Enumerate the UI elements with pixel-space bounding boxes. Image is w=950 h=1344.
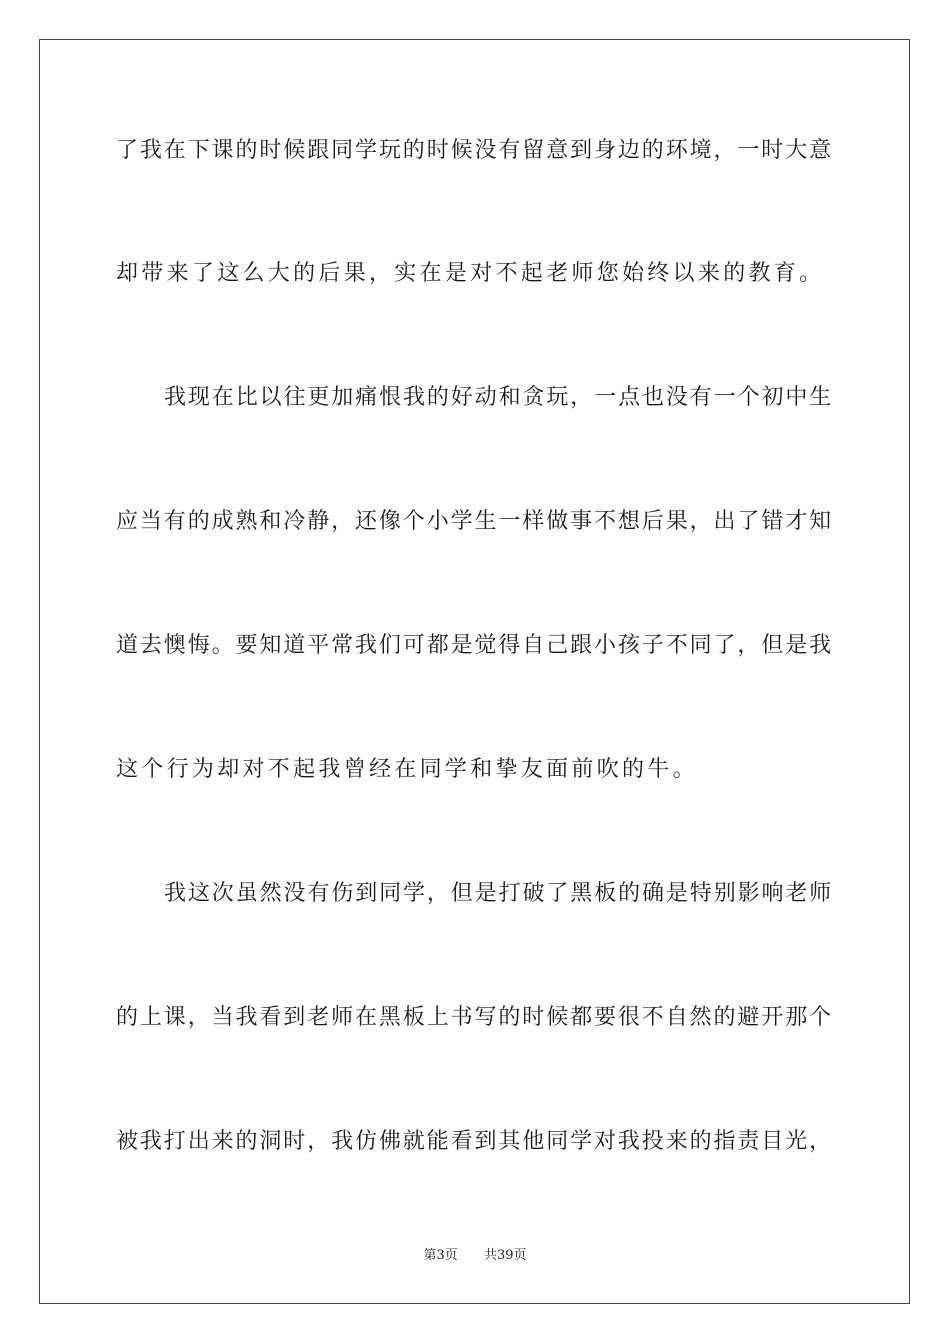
page-footer	[0, 1248, 950, 1264]
text-line-7: 我这次虽然没有伤到同学，但是打破了黑板的确是特别影响老师	[164, 881, 834, 906]
text-line-9: 被我打出来的洞时，我仿佛就能看到其他同学对我投来的指责目光，	[116, 1129, 834, 1154]
text-line-2: 却带来了这么大的后果，实在是对不起老师您始终以来的教育。	[116, 261, 825, 286]
text-line-6: 这个行为却对不起我曾经在同学和挚友面前吹的牛。	[116, 757, 698, 782]
page-total: 共39页	[484, 1248, 527, 1263]
text-line-5: 道去懊悔。要知道平常我们可都是觉得自己跟小孩子不同了，但是我	[116, 633, 834, 658]
text-line-4: 应当有的成熟和冷静，还像个小学生一样做事不想后果，出了错才知	[116, 509, 834, 534]
text-line-8: 的上课，当我看到老师在黑板上书写的时候都要很不自然的避开那个	[116, 1005, 834, 1030]
text-line-1: 了我在下课的时候跟同学玩的时候没有留意到身边的环境，一时大意	[116, 138, 834, 163]
page-border	[39, 39, 910, 1304]
page-number: 第3页	[423, 1248, 458, 1263]
text-line-3: 我现在比以往更加痛恨我的好动和贪玩，一点也没有一个初中生	[164, 385, 834, 410]
